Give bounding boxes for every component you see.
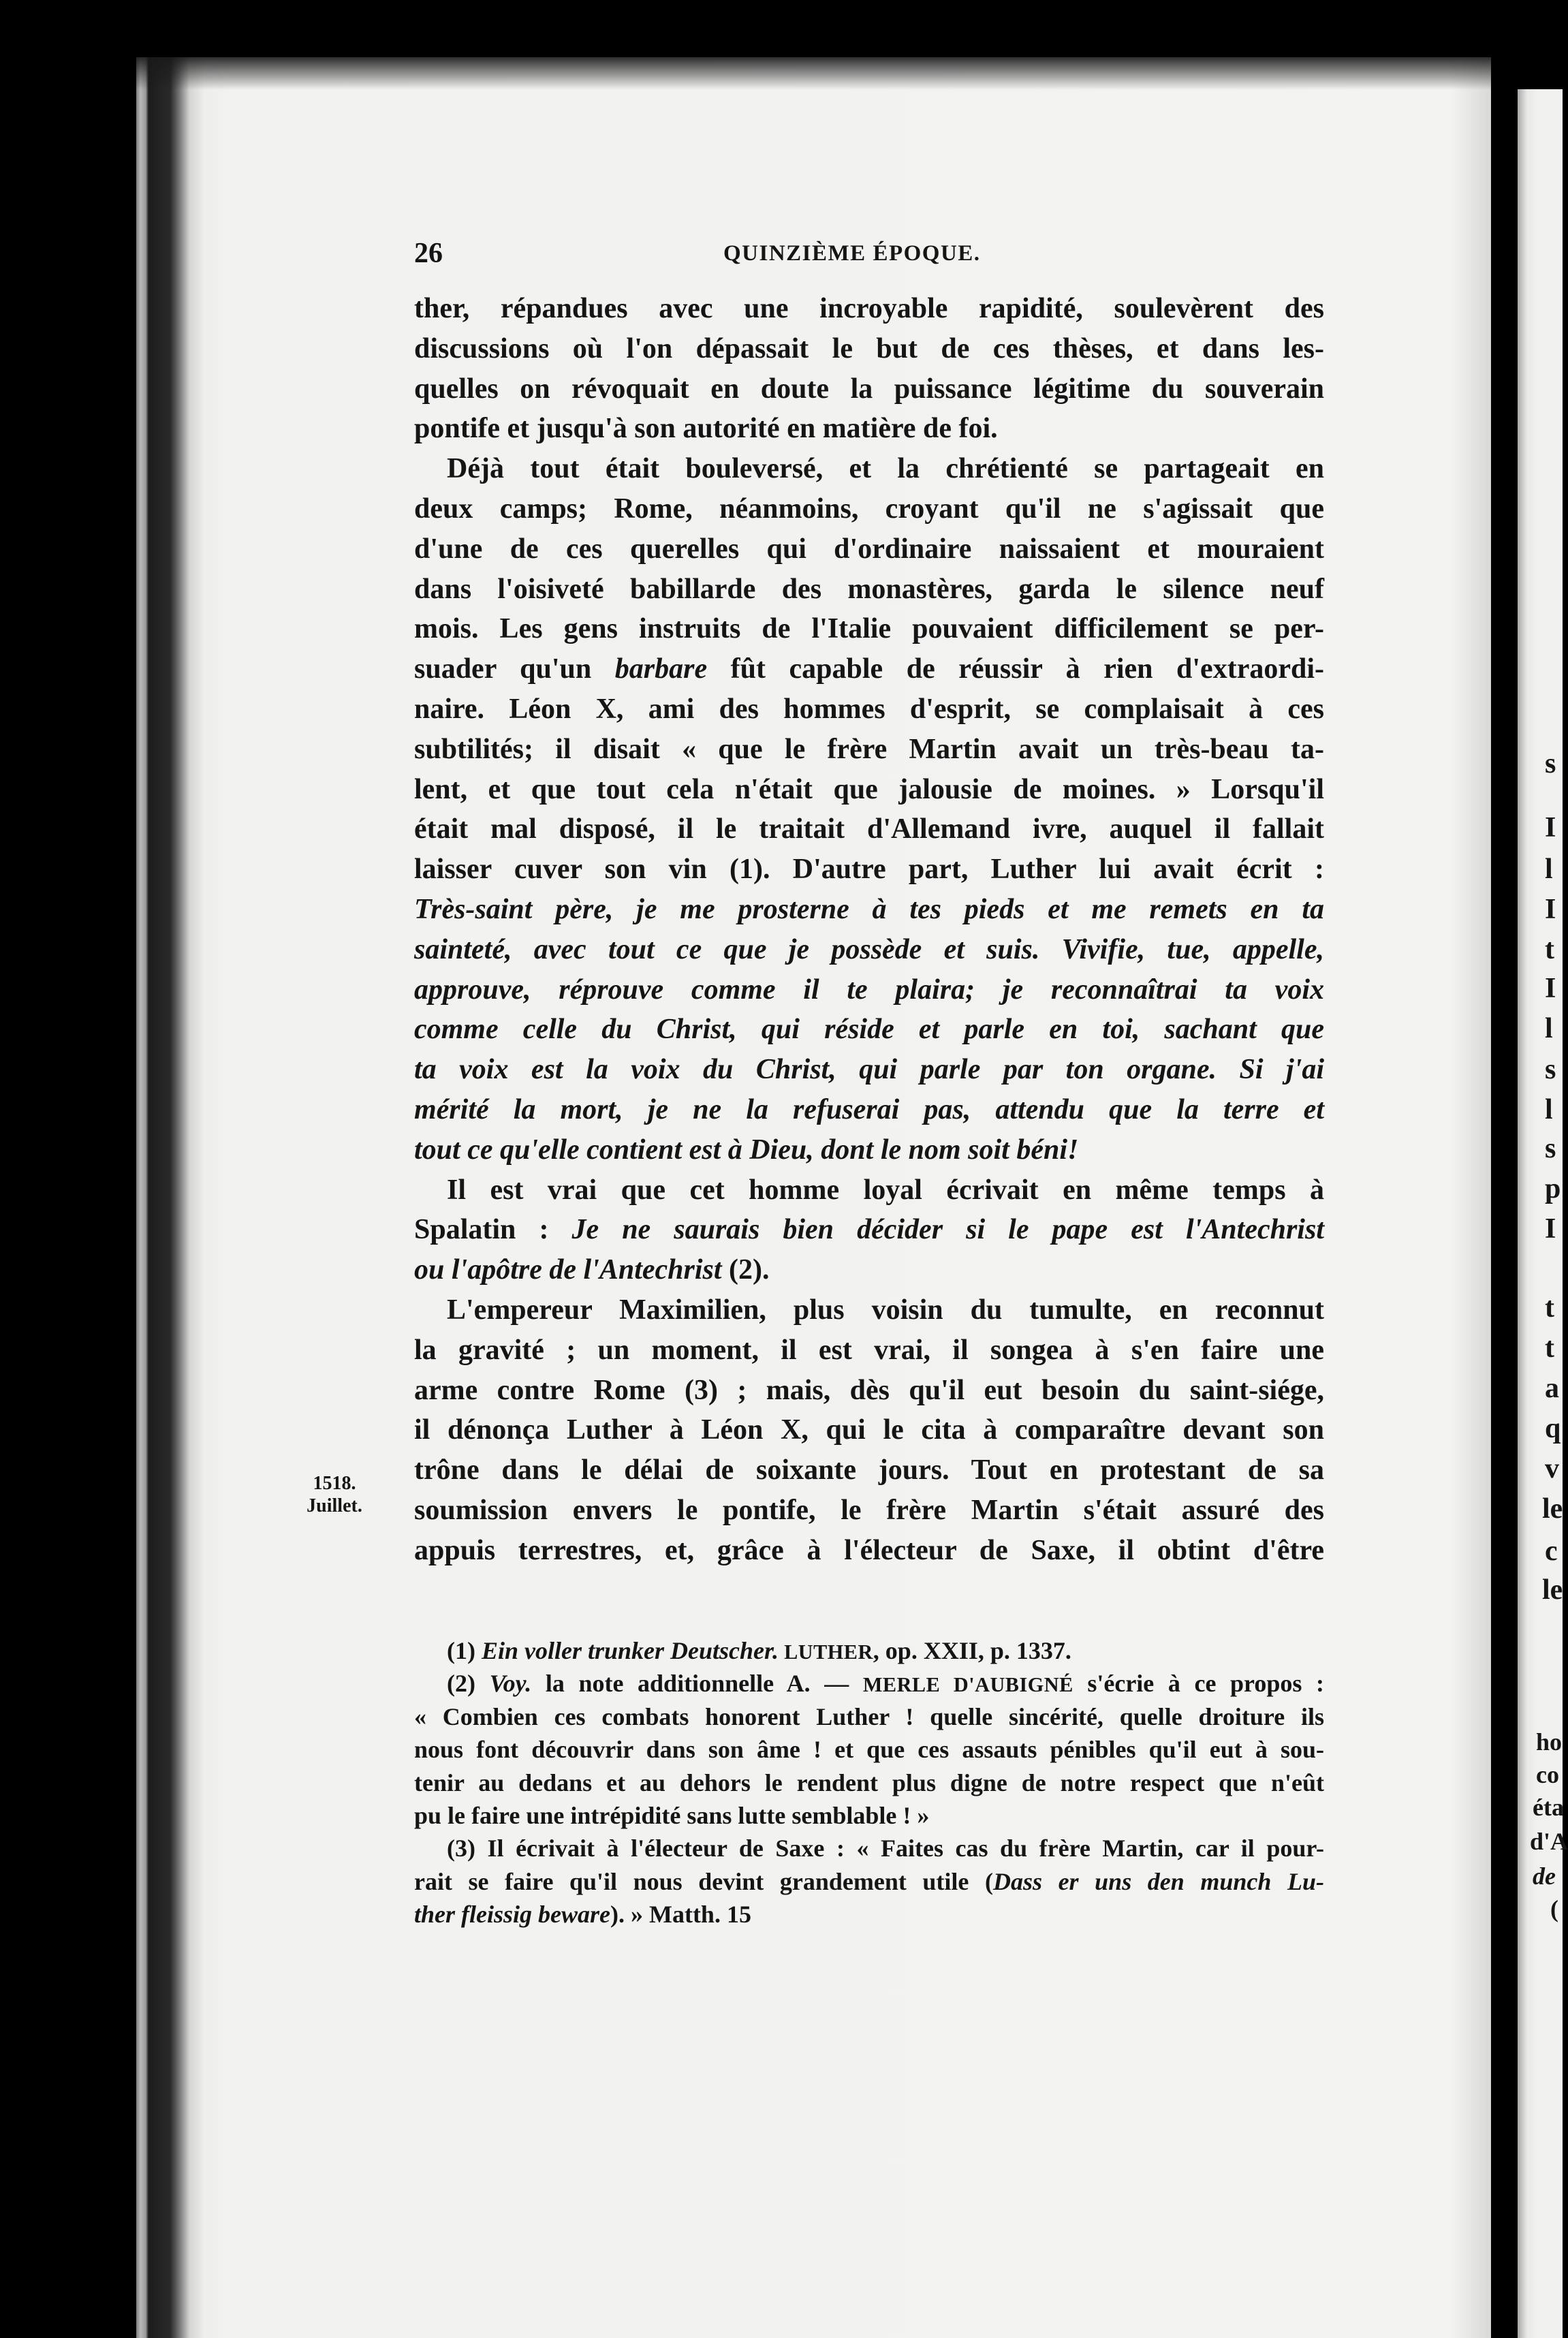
paragraph-start-line: Déjà tout était bouleversé, et la chrétienté se partageait en [447, 453, 1324, 485]
quoted-letter-line: sainteté, avec tout ce que je possède et suis. Vivifie, tue, appelle, [414, 933, 1324, 965]
next-page-fragment: l [1545, 1013, 1553, 1044]
text-run: fût capable de réussir à rien d'extraordi- [707, 653, 1324, 685]
body-line: appuis terrestres, et, grâce à l'électeur de Saxe, il obtint d'être [414, 1534, 1324, 1566]
next-page-fragment: s [1545, 1133, 1556, 1164]
text-run: Spalatin : [414, 1214, 572, 1246]
body-line [414, 649, 1324, 689]
next-page-fragment: q [1545, 1413, 1561, 1444]
next-page-fragment: v [1545, 1453, 1559, 1484]
body-line: mois. Les gens instruits de l'Italie pouvaient difficilement se per- [414, 613, 1324, 645]
footnotes [414, 1634, 1324, 1931]
next-page-fragment: s [1545, 748, 1556, 779]
quoted-letter-line: approuve, réprouve comme il te plaira; je reconnaîtrai ta voix [414, 973, 1324, 1006]
body-line: il dénonça Luther à Léon X, qui le cita à comparaître devant son [414, 1414, 1324, 1446]
next-page-fragment: de [1533, 1862, 1556, 1890]
quoted-letter-line: comme celle du Christ, qui réside et parle en toi, sachant que [414, 1014, 1324, 1046]
paragraph-start-line: Il est vrai que cet homme loyal écrivait en même temps à [447, 1174, 1324, 1206]
footnote-line: « Combien ces combats honorent Luther ! quelle sincérité, quelle droiture ils [414, 1702, 1324, 1730]
small-caps-run: MERLE D'AUBIGNÉ [862, 1673, 1073, 1697]
text-run: rait se faire qu'il nous devint grandement utile ( [414, 1867, 993, 1895]
next-page-edge [1518, 89, 1568, 2338]
next-page-fragment: d'A [1530, 1828, 1568, 1855]
next-page-fragment: s [1545, 1054, 1556, 1085]
body-line: arme contre Rome (3) ; mais, dès qu'il eut besoin du saint-siége, [414, 1374, 1324, 1406]
body-line: trône dans le délai de soixante jours. Tout en protestant de sa [414, 1454, 1324, 1486]
margin-note [290, 1472, 379, 1517]
italic-run: Je ne saurais bien décider si le pape est l'Antechrist [571, 1214, 1324, 1246]
footnote-line: nous font découvrir dans son âme ! et que ces assauts pénibles qu'il eut à sou- [414, 1736, 1324, 1764]
quoted-letter-line: tout ce qu'elle contient est à Dieu, dont le nom soit béni! [414, 1134, 1079, 1166]
margin-note-year: 1518. [313, 1473, 356, 1494]
body-line: naire. Léon X, ami des hommes d'esprit, se complaisait à ces [414, 693, 1324, 725]
next-page-fragment: I [1545, 973, 1556, 1004]
next-page-fragment: le [1542, 1574, 1563, 1606]
running-title: QUINZIÈME ÉPOQUE. [723, 241, 981, 266]
next-page-fragment: l [1545, 1094, 1553, 1125]
body-line: subtilités; il disait « que le frère Martin avait un très-beau ta- [414, 733, 1324, 765]
footnote-line [414, 1898, 1324, 1931]
footnote-line: tenir au dedans et au dehors le rendent plus digne de notre respect que n'eût [414, 1768, 1324, 1796]
italic-run: ther fleissig beware [414, 1901, 610, 1929]
body-line: ther, répandues avec une incroyable rapidité, soulevèrent des [414, 293, 1324, 324]
next-page-fragment: I [1545, 894, 1556, 925]
margin-note-month: Juillet. [307, 1495, 362, 1516]
quoted-letter-line: Très-saint père, je me prosterne à tes pieds et me remets en ta [414, 893, 1324, 925]
next-page-fragment: t [1545, 1292, 1554, 1324]
footnote-line [414, 1634, 1324, 1667]
italic-run: ou l'apôtre de l'Antechrist [414, 1254, 722, 1286]
next-page-fragment: éta [1533, 1794, 1564, 1821]
text-run: (1) [447, 1637, 482, 1664]
next-page-fragment: co [1536, 1761, 1559, 1788]
body-line: était mal disposé, il le traitait d'Allemand ivre, auquel il fallait [414, 813, 1324, 845]
body-line: laisser cuver son vin (1). D'autre part, Luther lui avait écrit : [414, 854, 1324, 886]
page-top-shadow [136, 57, 1491, 90]
quoted-letter-line: ta voix est la voix du Christ, qui parle par ton organe. Si j'ai [414, 1054, 1324, 1086]
body-line: dans l'oisiveté babillarde des monastères, garda le silence neuf [414, 573, 1324, 605]
next-page-fragment: ho [1536, 1728, 1563, 1756]
body-line: d'une de ces querelles qui d'ordinaire naissaient et mouraient [414, 533, 1324, 565]
text-run: s'écrie à ce propos : [1073, 1670, 1325, 1698]
next-page-fragment: le [1542, 1493, 1563, 1525]
next-page-fragment: t [1545, 1332, 1554, 1364]
text-run: (2) [447, 1670, 490, 1698]
body-line: quelles on révoquait en doute la puissance légitime du souverain [414, 373, 1324, 405]
body-line: soumission envers le pontife, le frère Martin s'était assuré des [414, 1494, 1324, 1526]
text-run: (2). [721, 1254, 770, 1286]
italic-run: barbare [614, 653, 708, 685]
body-line: lent, et que tout cela n'était que jalousie de moines. » Lorsqu'il [414, 773, 1324, 805]
footnote-line: pu le faire une intrépidité sans lutte semblable ! » [414, 1801, 930, 1829]
text-run: la note additionnelle A. — [531, 1670, 863, 1698]
page-number: 26 [414, 238, 443, 269]
next-page-fragment: t [1545, 934, 1554, 965]
next-page-fragment: ( [1550, 1895, 1558, 1922]
text-run: suader qu'un [414, 653, 615, 685]
next-page-fragment: p [1545, 1173, 1561, 1204]
body-line [414, 1210, 1324, 1250]
body-line [414, 1250, 1324, 1290]
text-run: ). » Matth. 15 [610, 1901, 751, 1929]
body-line: la gravité ; un moment, il est vrai, il songea à s'en faire une [414, 1334, 1324, 1366]
paragraph-start-line: L'empereur Maximilien, plus voisin du tumulte, en reconnut [447, 1294, 1324, 1326]
body-line: deux camps; Rome, néanmoins, croyant qu'il ne s'agissait que [414, 493, 1324, 525]
footnote-line [414, 1667, 1324, 1700]
next-page-fragment: I [1545, 1213, 1556, 1245]
footnote-line: (3) Il écrivait à l'électeur de Saxe : « Faites cas du frère Martin, car il pour- [447, 1835, 1324, 1862]
next-page-fragment: l [1545, 854, 1553, 885]
quoted-letter-line: mérité la mort, je ne la refuserai pas, attendu que la terre et [414, 1093, 1324, 1125]
next-page-fragment: a [1545, 1373, 1559, 1404]
footnote-line [414, 1865, 1324, 1898]
text-run: , op. XXII, p. 1337. [873, 1637, 1071, 1664]
next-page-fragment: I [1545, 812, 1556, 843]
body-line: pontife et jusqu'à son autorité en matière de foi. [414, 413, 998, 445]
small-caps-run: LUTHER [779, 1640, 873, 1664]
body-text [414, 289, 1324, 1571]
italic-run: Dass er uns den munch Lu- [992, 1867, 1324, 1895]
next-page-fragment: c [1545, 1536, 1558, 1567]
body-line: discussions où l'on dépassait le but de ces thèses, et dans les- [414, 332, 1324, 364]
italic-run: Voy. [489, 1670, 532, 1698]
italic-run: Ein voller trunker Deutscher. [481, 1637, 779, 1664]
